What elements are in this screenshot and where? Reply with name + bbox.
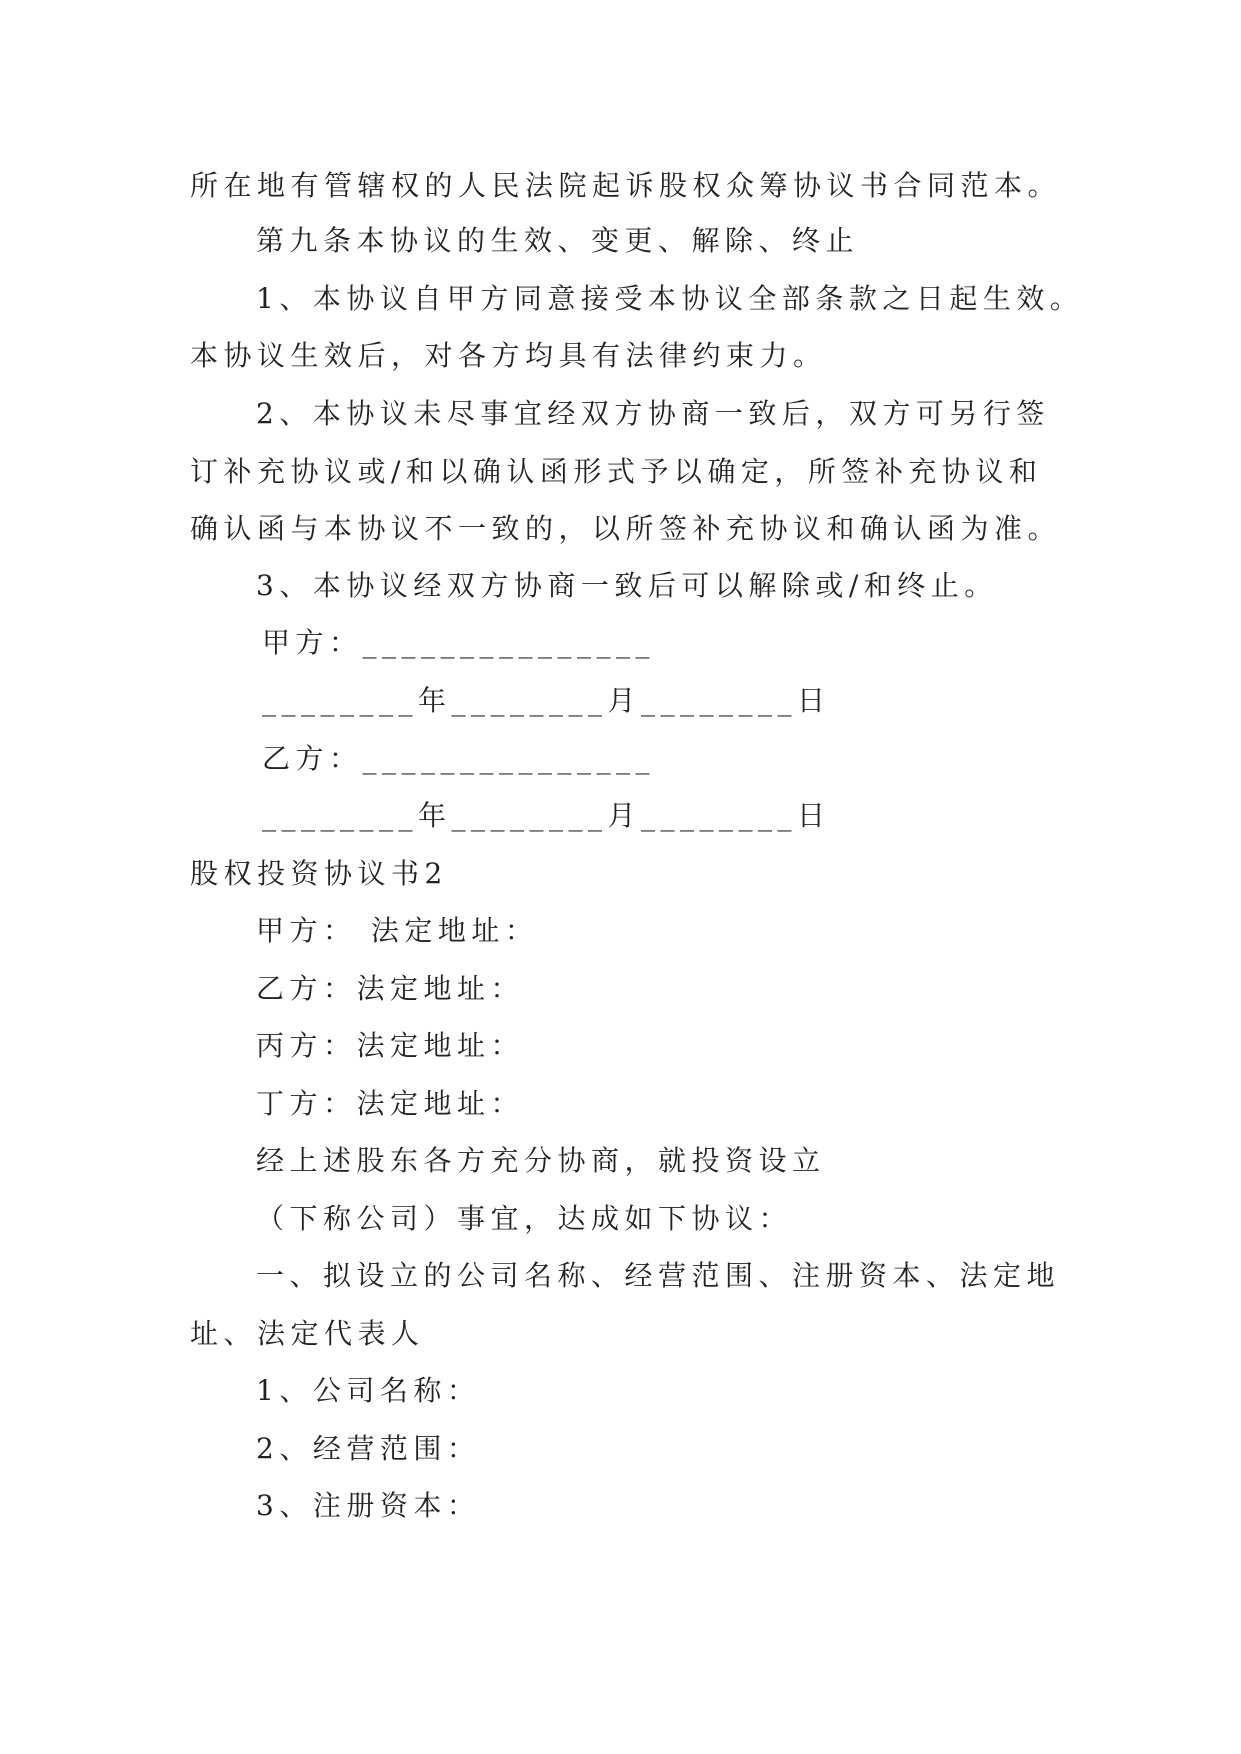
text-line: 确认函与本协议不一致的，以所签补充协议和确认函为准。 xyxy=(190,512,1062,545)
date-line: ________年________月________日 xyxy=(262,684,831,717)
text-line: （下称公司）事宜，达成如下协议： xyxy=(256,1202,793,1235)
date-line: ________年________月________日 xyxy=(262,799,831,832)
document-title: 股权投资协议书2 xyxy=(190,857,448,890)
text-line: 1、本协议自甲方同意接受本协议全部条款之日起生效。 xyxy=(256,282,1084,315)
text-line: 本协议生效后，对各方均具有法律约束力。 xyxy=(190,339,827,372)
party-b-signature-line: 乙方：_______________ xyxy=(262,742,656,775)
party-line: 丙方：法定地址： xyxy=(256,1029,525,1062)
text-line: 订补充协议或/和以确认函形式予以确定，所签补充协议和 xyxy=(190,455,1043,488)
party-line: 甲方： 法定地址： xyxy=(256,914,539,947)
section-heading: 第九条本协议的生效、变更、解除、终止 xyxy=(256,224,860,257)
party-line: 丁方：法定地址： xyxy=(256,1087,525,1120)
text-line: 2、本协议未尽事宜经双方协商一致后，双方可另行签 xyxy=(256,397,1050,430)
list-item: 3、注册资本： xyxy=(256,1489,481,1522)
text-line: 经上述股东各方充分协商，就投资设立 xyxy=(256,1144,826,1177)
list-item: 2、经营范围： xyxy=(256,1432,481,1465)
text-line: 址、法定代表人 xyxy=(190,1317,425,1350)
clause-heading: 一、拟设立的公司名称、经营范围、注册资本、法定地 xyxy=(256,1259,1061,1292)
party-a-signature-line: 甲方：_______________ xyxy=(262,626,656,659)
list-item: 1、公司名称： xyxy=(256,1374,481,1407)
party-line: 乙方：法定地址： xyxy=(256,972,525,1005)
text-line: 所在地有管辖权的人民法院起诉股权众筹协议书合同范本。 xyxy=(190,169,1062,202)
text-line: 3、本协议经双方协商一致后可以解除或/和终止。 xyxy=(256,569,998,602)
